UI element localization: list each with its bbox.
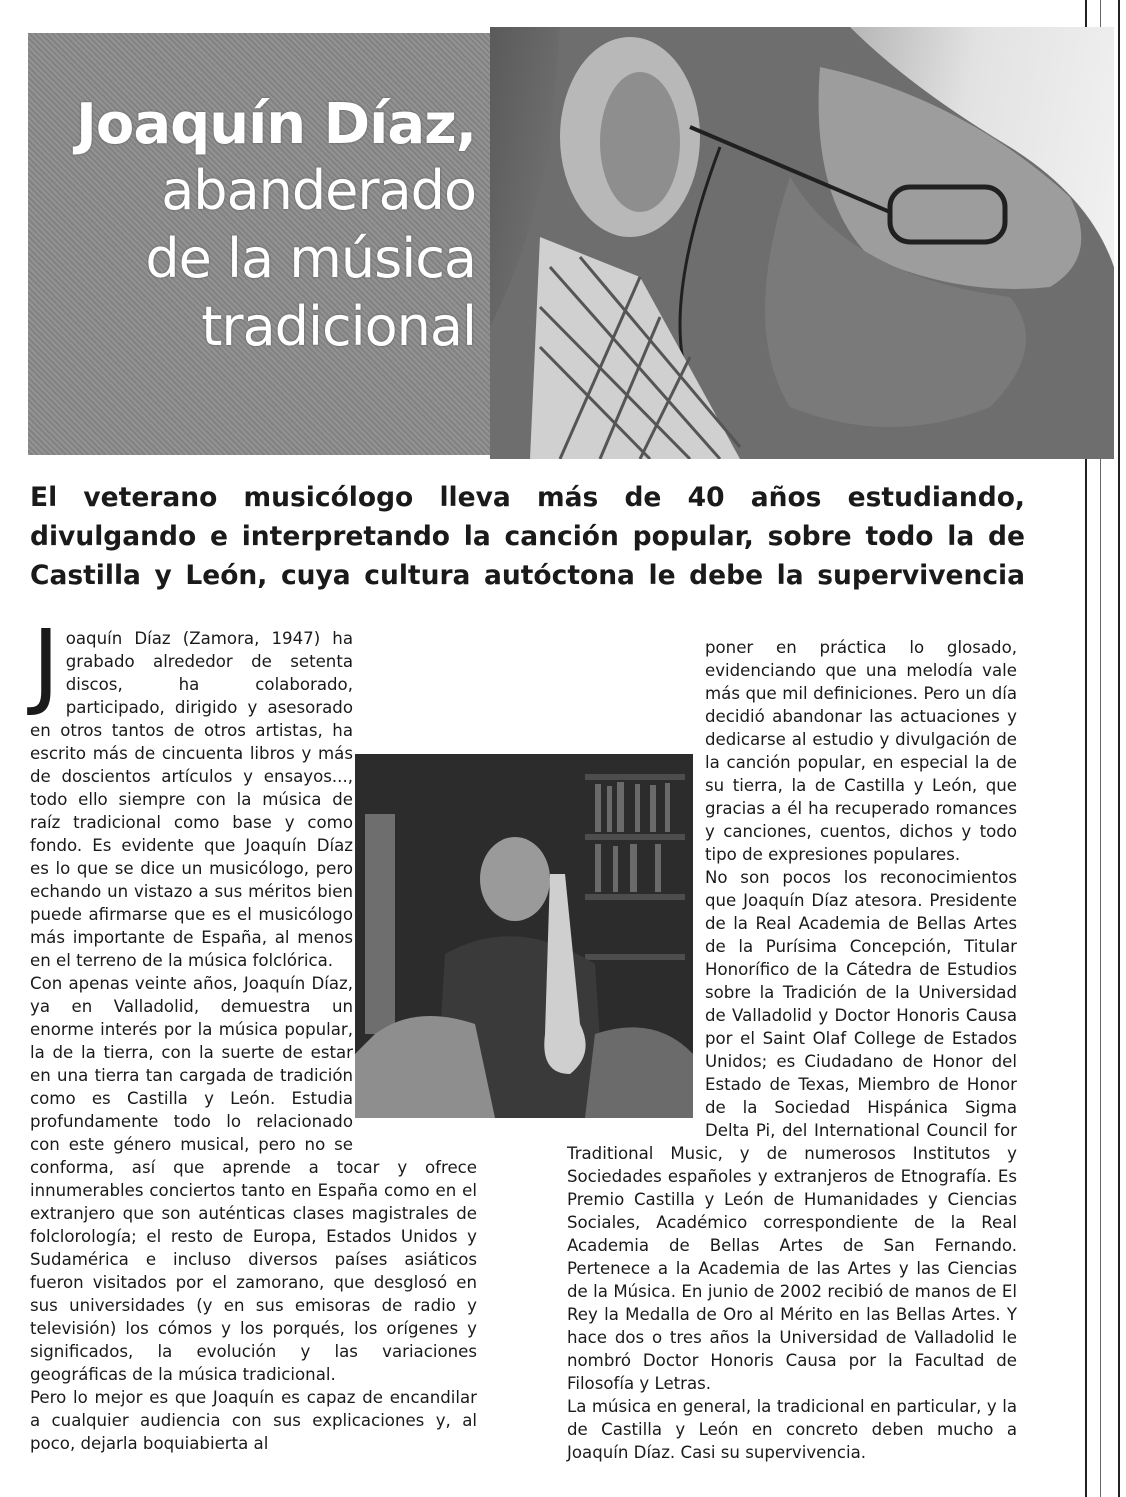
title-line-2: abanderado <box>161 159 476 222</box>
column-left <box>30 610 477 1455</box>
column-right <box>567 636 1017 1464</box>
paragraph-2: Con apenas veinte años, Joaquín Díaz, ya en Valladolid, demuestra un enorme interés por la música popular, la de la tierra, con la suerte de estar en una tierra tan cargada de tradición como es Castilla y León. Estudia profundamente todo lo relacionado con este género musical, pero no se conforma, así que aprende a tocar y ofrece innumerables conciertos tanto en España como en el extranjero que son auténticas clases magistrales de folclorología; el resto de Europa, Estados Unidos y Sudamérica e incluso diversos países asiáticos fueron visitados por el zamorano, que desglosó en sus universidades (y en sus emisoras de radio y televisión) los cómos y los porqués, los orígenes y significados, la evolución y las variaciones geográficas de la música tradicional. <box>30 974 477 1384</box>
paragraph-4: poner en práctica lo glosado, evidenciando que una melodía vale más que mil definiciones. Pero un día decidió abandonar las actuaciones y dedicarse al estudio y divulgación de la canción popular, en especial la de su tierra, la de Castilla y León, que gracias a él ha recuperado romances y canciones, cuentos, dichos y todo tipo de expresiones populares. <box>705 638 1017 864</box>
portrait-illustration <box>490 27 1114 459</box>
paragraph-3: Pero lo mejor es que Joaquín es capaz de encandilar a cualquier audiencia con sus explicaciones y, al poco, dejarla boquiabierta al <box>30 1388 477 1453</box>
article-title <box>76 93 476 361</box>
title-box <box>28 33 490 455</box>
column-left-text <box>30 610 477 1455</box>
paragraph-5: No son pocos los reconocimientos que Joaquín Díaz atesora. Presidente de la Real Academia de Bellas Artes de la Purísima Concepción, Titular Honorífico de la Cátedra de Estudios sobre la Tradición de la Universidad de Valladolid y Doctor Honoris Causa por el Saint Olaf College de Estados Unidos; es Ciudadano de Honor del Estado de Texas, Miembro de Honor de la Sociedad Hispánica Sigma Delta Pi, del International Council for Traditional Music, y de numerosos Institutos y Sociedades españoles y extranjeros de Etnografía. Es Premio Castilla y León de Humanidades y Ciencias Sociales, Académico correspondiente de la Real Academia de Bellas Artes de San Fernando. Pertenece a la Academia de las Artes y las Ciencias de la Música. En junio de 2002 recibió de manos de El Rey la Medalla de Oro al Mérito en las Bellas Artes. Y hace dos o tres años la Universidad de Valladolid le nombró Doctor Honoris Causa por la Facultad de Filosofía y Letras. <box>567 868 1017 1393</box>
page-edge-line <box>1118 0 1120 1497</box>
title-line-1: Joaquín Díaz, <box>76 92 476 157</box>
article-subtitle <box>30 478 1025 595</box>
paragraph-6: La música en general, la tradicional en particular, y la de Castilla y León en concreto deben mucho a Joaquín Díaz. Casi su supervivencia. <box>567 1397 1017 1462</box>
title-line-3: de la música <box>145 227 476 290</box>
drop-cap: J <box>32 610 60 719</box>
paragraph-1: oaquín Díaz (Zamora, 1947) ha grabado alrededor de setenta discos, ha colaborado, participado, dirigido y asesorado en otros tantos de otros artistas, ha escrito más de cincuenta libros y más de doscientos artículos y ensayos..., todo ello siempre con la música de raíz tradicional como base y como fondo. Es evidente que Joaquín Díaz es lo que se dice un musicólogo, pero echando un vistazo a sus méritos bien puede afirmarse que es el musicólogo más importante de España, al menos en el terreno de la música folclórica. <box>30 629 353 970</box>
photo-wrap-space <box>567 754 705 1124</box>
title-line-4: tradicional <box>201 295 476 358</box>
photo-wrap-space <box>353 759 477 1151</box>
column-right-text <box>567 636 1017 1464</box>
subtitle-line-1: El veterano musicólogo lleva más de 40 años estudiando, <box>30 482 1025 513</box>
subtitle-line-3: Castilla y León, cuya cultura autóctona le debe la supervivencia <box>30 560 1025 591</box>
portrait-photo <box>490 27 1114 459</box>
article-header <box>28 27 1114 459</box>
subtitle-line-2: divulgando e interpretando la canción popular, sobre todo la de <box>30 521 1025 552</box>
